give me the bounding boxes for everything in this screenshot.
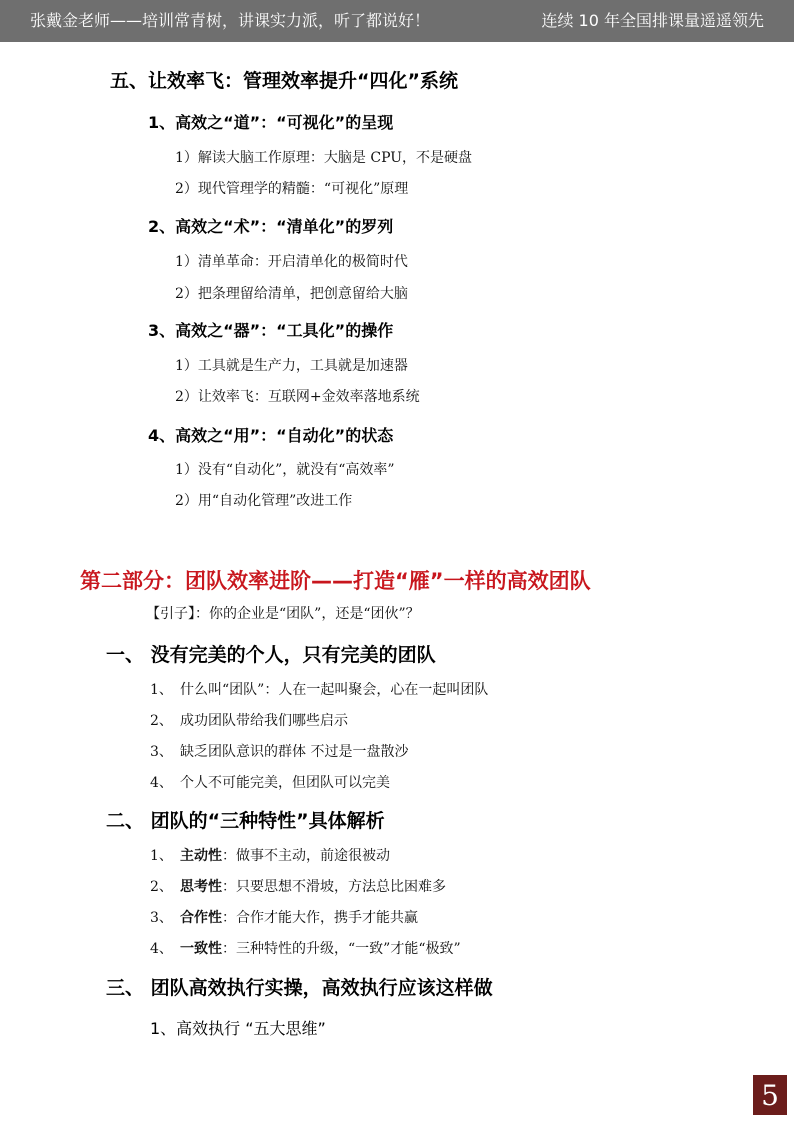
section-two-title: 二、 团队的“三种特性”具体解析	[106, 810, 385, 832]
list-item: 1、 什么叫“团队”：人在一起叫聚会，心在一起叫团队	[150, 682, 489, 698]
list-item: 4、 个人不可能完美，但团队可以完美	[150, 775, 390, 791]
list-item: 2）现代管理学的精髓：“可视化”原理	[175, 181, 409, 197]
list-item: 3、 合作性：合作才能大作，携手才能共赢	[150, 910, 418, 926]
subsection-heading: 3、高效之“器”：“工具化”的操作	[148, 321, 394, 340]
list-item: 1、 主动性：做事不主动，前途很被动	[150, 848, 390, 864]
header-slogan: 张戴金老师——培训常青树，讲课实力派，听了都说好！	[30, 11, 431, 30]
list-item: 1）工具就是生产力，工具就是加速器	[175, 358, 408, 374]
page-number: 5	[753, 1075, 787, 1115]
subsection-heading: 2、高效之“术”：“清单化”的罗列	[148, 217, 394, 236]
list-item: 1）解读大脑工作原理：大脑是 CPU，不是硬盘	[175, 150, 473, 166]
list-item: 2）用“自动化管理”改进工作	[175, 493, 353, 509]
part-2-intro: 【引子】：你的企业是“团队”，还是“团伙”？	[146, 606, 420, 622]
section-three-title: 三、 团队高效执行实操，高效执行应该这样做	[106, 977, 493, 999]
list-item: 2）把条理留给清单，把创意留给大脑	[175, 286, 408, 302]
list-item: 1）清单革命：开启清单化的极简时代	[175, 254, 408, 270]
section-5-title: 五、让效率飞：管理效率提升“四化”系统	[110, 70, 458, 92]
list-item: 1）没有“自动化”，就没有“高效率”	[175, 462, 395, 478]
subsection-heading: 4、高效之“用”：“自动化”的状态	[148, 426, 394, 445]
part-2-title: 第二部分：团队效率进阶——打造“雁”一样的高效团队	[80, 569, 591, 593]
list-item: 2、 思考性：只要思想不滑坡，方法总比困难多	[150, 879, 446, 895]
list-item: 2、 成功团队带给我们哪些启示	[150, 713, 348, 729]
header-claim: 连续 10 年全国排课量遥遥领先	[541, 11, 764, 30]
list-item: 2）让效率飞：互联网+金效率落地系统	[175, 389, 420, 405]
section-one-title: 一、 没有完美的个人，只有完美的团队	[106, 644, 436, 666]
list-item: 4、 一致性：三种特性的升级，“一致”才能“极致”	[150, 941, 461, 957]
page-header	[0, 0, 794, 42]
list-item: 1、高效执行 “五大思维”	[150, 1019, 326, 1038]
list-item: 3、 缺乏团队意识的群体 不过是一盘散沙	[150, 744, 409, 760]
subsection-heading: 1、高效之“道”：“可视化”的呈现	[148, 113, 394, 132]
